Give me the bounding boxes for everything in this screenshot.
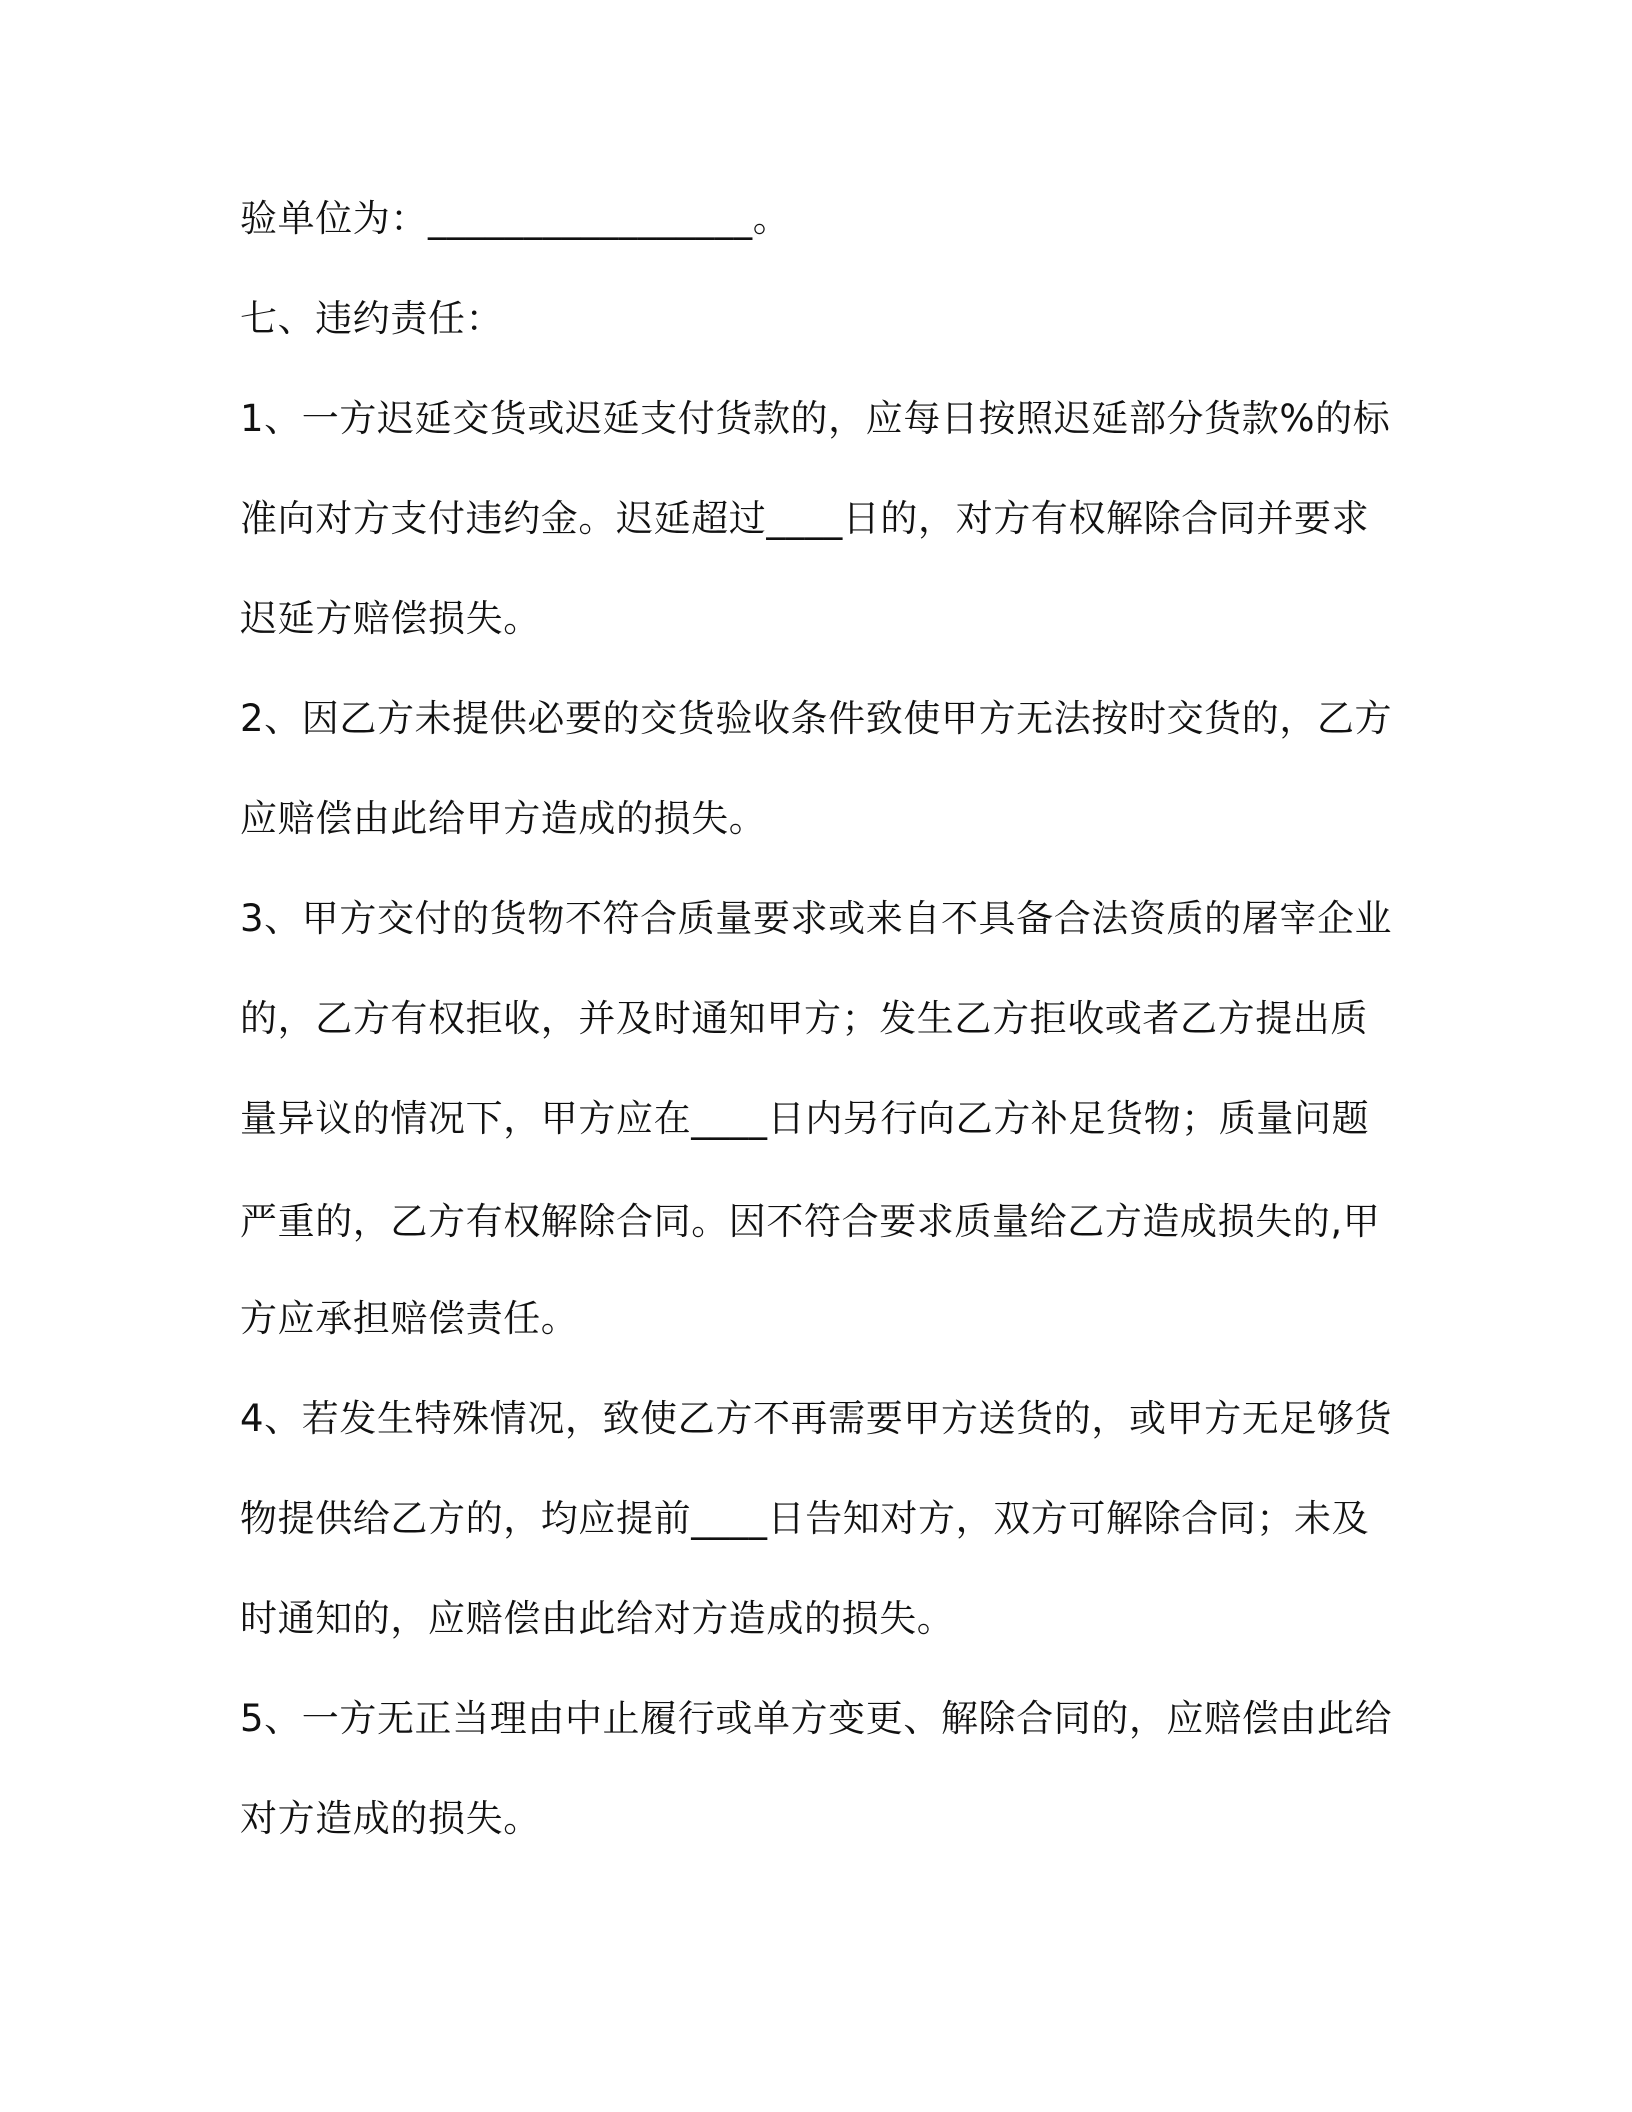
text-line: 严重的，乙方有权解除合同。因不符合要求质量给乙方造成损失的,甲 [240, 1200, 1381, 1243]
text-line: 的，乙方有权拒收，并及时通知甲方；发生乙方拒收或者乙方提出质 [240, 997, 1368, 1040]
text-line: 应赔偿由此给甲方造成的损失。 [240, 797, 767, 840]
text-line: 准向对方支付违约金。迟延超过____日的，对方有权解除合同并要求 [240, 497, 1370, 540]
text-line: 迟延方赔偿损失。 [240, 597, 541, 640]
text-line: 物提供给乙方的，均应提前____日告知对方，双方可解除合同；未及 [240, 1497, 1370, 1540]
text-line: 4、若发生特殊情况，致使乙方不再需要甲方送货的，或甲方无足够货 [240, 1397, 1393, 1440]
text-line: 5、一方无正当理由中止履行或单方变更、解除合同的，应赔偿由此给 [240, 1697, 1393, 1740]
text-line: 量异议的情况下，甲方应在____日内另行向乙方补足货物；质量问题 [240, 1097, 1370, 1140]
text-line: 1、一方迟延交货或迟延支付货款的，应每日按照迟延部分货款%的标 [240, 397, 1391, 440]
text-line: 2、因乙方未提供必要的交货验收条件致使甲方无法按时交货的，乙方 [240, 697, 1393, 740]
text-line: 对方造成的损失。 [240, 1797, 541, 1840]
text-line: 时通知的，应赔偿由此给对方造成的损失。 [240, 1597, 955, 1640]
section-heading: 七、违约责任： [240, 297, 504, 340]
text-line: 3、甲方交付的货物不符合质量要求或来自不具备合法资质的屠宰企业 [240, 897, 1393, 940]
text-line: 方应承担赔偿责任。 [240, 1297, 579, 1340]
text-line: 验单位为：_________________。 [240, 197, 791, 240]
